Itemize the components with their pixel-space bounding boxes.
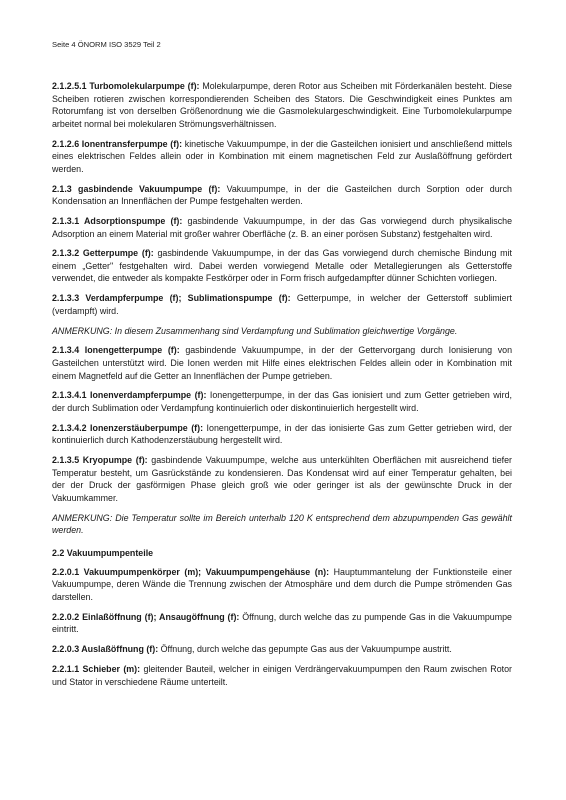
- term: 2.1.3.1 Adsorptionspumpe (f):: [52, 215, 183, 226]
- definition-ionentransferpumpe: [52, 138, 512, 176]
- definition-text: Molekularpumpe, deren Rotor aus Scheiben mit Förderkanälen besteht. Diese Scheiben rotieren zwischen korrespondierenden Scheiben des Stators. Die Geschwindigkeit eines Punktes am Rotorumfang ist von derselben Größenordnung wie die Gasmolekulargeschwindigkeit. Eine Turbomolekularpumpe arbeitet normal bei molekularen Strömungsverhältnissen.: [52, 81, 512, 129]
- definition-gasbindende-vakuumpumpe: [52, 183, 512, 208]
- note-verdampfung: ANMERKUNG: In diesem Zusammenhang sind Verdampfung und Sublimation gleichwertige Vorgänge.: [52, 325, 458, 336]
- definition-adsorptionspumpe: [52, 215, 512, 240]
- definition-text: Ionengetterpumpe, in der das Gas ionisiert und zum Getter getrieben wird, der durch Sublimation oder Verdampfung kontinuierlich oder diskontinuierlich hergestellt wird.: [52, 390, 512, 413]
- definition-text: kinetische Vakuumpumpe, in der die Gasteilchen ionisiert und anschließend mittels eines elektrischen Feldes allein oder in Kombination mit einem magnetischen Feld zur Auslaßöffnung gefördert werden.: [52, 138, 513, 174]
- definition-text: gasbindende Vakuumpumpe, in der das Gas vorwiegend durch chemische Bindung mit einem „Getter" festgehalten wird. Dabei werden vorwiegend Metalle oder Metallegierungen als Getterstoffe verwendet, die entweder als kompakte Festkörper oder in Form frisch aufgedampfter dünner Schichten vorliegen.: [52, 248, 513, 284]
- section-heading: 2.2 Vakuumpumpenteile: [52, 547, 154, 558]
- definition-turbomolekularpumpe: [52, 80, 512, 130]
- definition-auslassoeffnung: [52, 643, 512, 656]
- term: 2.1.3.3 Verdampferpumpe (f); Sublimationspumpe (f):: [52, 293, 291, 304]
- definition-text: Vakuumpumpe, in der die Gasteilchen durch Sorption oder durch Kondensation an Innenflächen der Pumpe festgehalten werden.: [52, 183, 512, 207]
- term: 2.1.3.4.2 Ionenzerstäuberpumpe (f):: [52, 422, 204, 433]
- definition-schieber: [52, 663, 512, 688]
- definition-verdampferpumpe: [52, 292, 512, 317]
- term: 2.1.3.2 Getterpumpe (f):: [52, 248, 154, 259]
- definition-ionenverdampferpumpe: [52, 389, 512, 414]
- definition-text: Öffnung, durch welche das zu pumpende Gas in die Vakuumpumpe eintritt.: [52, 611, 512, 635]
- definition-text: gasbindende Vakuumpumpe, in der der Gettervorgang durch Ionisierung von Gasteilchen unterstützt wird. Die Ionen werden mit Hilfe eines elektrischen Feldes allein oder in Kombination mit einem Magnetfeld auf die Getter an Innenflächen der Pumpe getrieben.: [52, 345, 513, 381]
- definition-kryopumpe: [52, 454, 512, 504]
- definition-text: Öffnung, durch welche das gepumpte Gas aus der Vakuumpumpe austritt.: [158, 644, 452, 655]
- definition-text: gasbindende Vakuumpumpe, in der das Gas vorwiegend durch physikalische Adsorption an einem Material mit großer wahrer Oberfläche (z. B. an einer porösen Substanz) festgehalten wird.: [52, 215, 513, 239]
- page-header: Seite 4 ÖNORM ISO 3529 Teil 2: [52, 40, 161, 49]
- definition-getterpumpe: [52, 247, 512, 285]
- definition-text: gasbindende Vakuumpumpe, welche aus unterkühlten Oberflächen mit ausreichend tiefer Temperatur besteht, um Gasrückstände zu kondensieren. Das Kondensat wird auf einer Temperatur gehalten, bei der der Druck der gasförmigen Phase gleich groß wie oder geringer ist als der gewünschte Druck in der Vakuumkammer.: [52, 455, 512, 503]
- term: 2.1.3.4.1 Ionenverdampferpumpe (f):: [52, 390, 207, 401]
- definition-text: Hauptummantelung der Funktionsteile einer Vakuumpumpe, deren Wände die Trennung zwischen der Atmosphäre und dem durch die Pumpe strömenden Gas darstellen.: [52, 566, 512, 603]
- definition-vakuumpumpenkoerper: [52, 566, 512, 604]
- document-body: [52, 80, 512, 695]
- term: 2.1.3.5 Kryopumpe (f):: [52, 455, 148, 466]
- definition-ionenzerstaeuberpumpe: [52, 422, 512, 447]
- term: 2.2.1.1 Schieber (m):: [52, 664, 141, 674]
- term: 2.1.2.6 Ionentransferpumpe (f):: [52, 138, 183, 149]
- term: 2.2.0.2 Einlaßöffnung (f); Ansaugöffnung (f):: [52, 611, 240, 622]
- definition-text: Ionengetterpumpe, in der das ionisierte Gas zum Getter getrieben wird, der kontinuierlich durch Kathodenzerstäubung hergestellt wird.: [52, 422, 512, 446]
- term: 2.2.0.1 Vakuumpumpenkörper (m); Vakuumpumpengehäuse (n):: [52, 566, 330, 577]
- term: 2.1.3 gasbindende Vakuumpumpe (f):: [52, 183, 221, 194]
- definition-text: gleitender Bauteil, welcher in einigen Verdrängervakuumpumpen den Raum zwischen Rotor und Stator in verschiedene Räume unterteilt.: [52, 664, 512, 687]
- term: 2.2.0.3 Auslaßöffnung (f):: [52, 644, 159, 655]
- note-temperatur: ANMERKUNG: Die Temperatur sollte im Bereich unterhalb 120 K entsprechend dem abzupumpenden Gas gewählt werden.: [52, 512, 512, 536]
- term: 2.1.3.4 Ionengetterpumpe (f):: [52, 345, 180, 356]
- definition-text: Getterpumpe, in welcher der Getterstoff sublimiert (verdampft) wird.: [52, 293, 512, 316]
- term: 2.1.2.5.1 Turbomolekularpumpe (f):: [52, 81, 200, 91]
- definition-einlassoeffnung: [52, 611, 512, 636]
- definition-ionengetterpumpe: [52, 344, 512, 382]
